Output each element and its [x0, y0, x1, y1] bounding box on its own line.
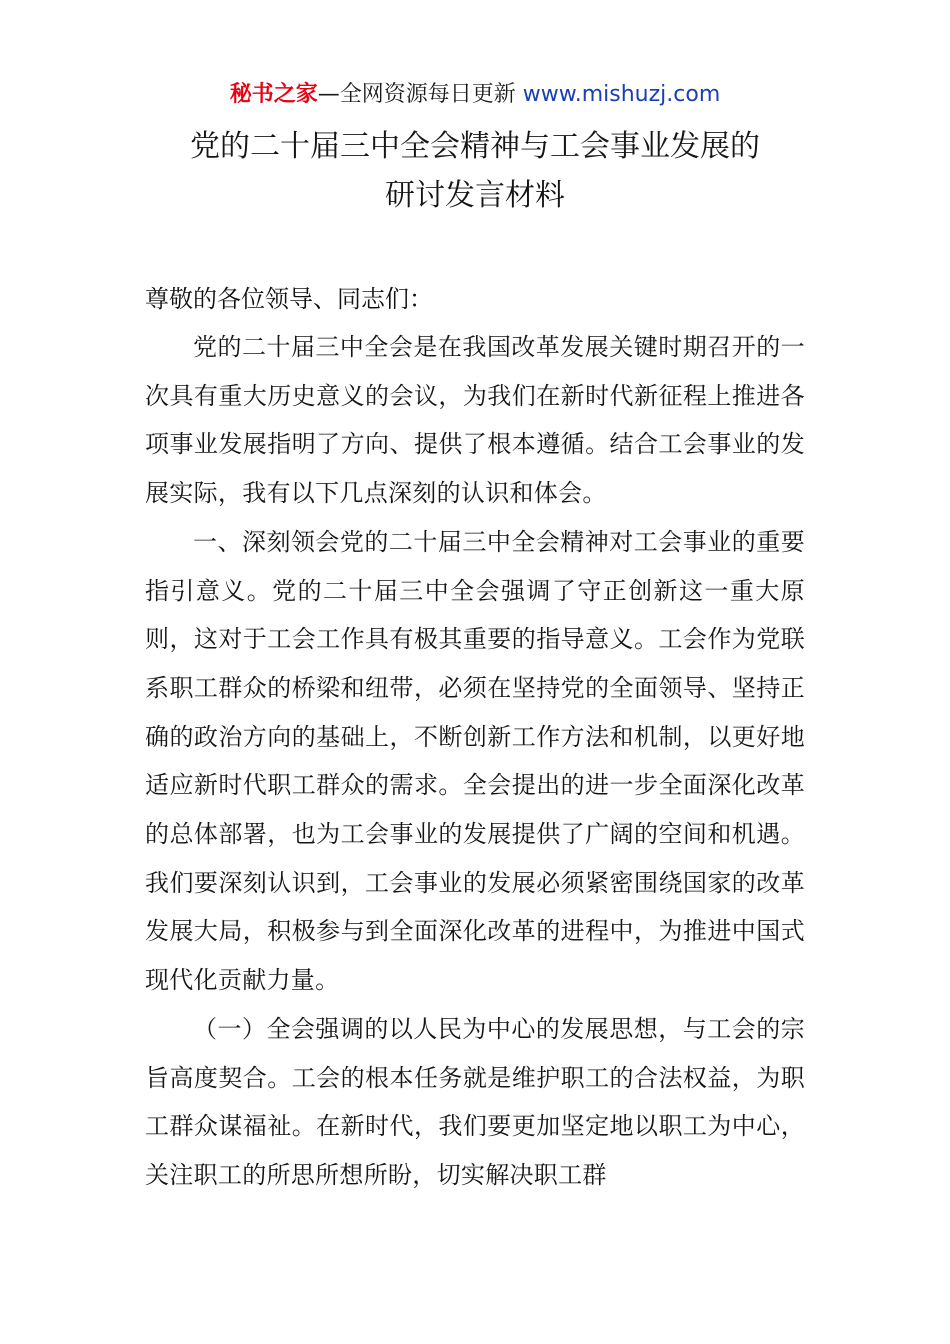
document-body	[145, 323, 805, 1200]
document-title-line-1: 党的二十届三中全会精神与工会事业发展的	[190, 129, 760, 164]
site-url-link[interactable]: www.mishuzj.com	[522, 82, 721, 107]
paragraph-subsection-one: （一）全会强调的以人民为中心的发展思想，与工会的宗旨高度契合。工会的根本任务就是维护职工的合法权益，为职工群众谋福祉。在新时代，我们要更加坚定地以职工为中心，关注职工的所思所想所盼，切实解决职工群	[145, 1014, 805, 1189]
salutation: 尊敬的各位领导、同志们：	[145, 285, 433, 313]
paragraph-section-one: 一、深刻领会党的二十届三中全会精神对工会事业的重要指引意义。党的二十届三中全会强调了守正创新这一重大原则，这对于工会工作具有极其重要的指导意义。工会作为党联系职工群众的桥梁和纽带，必须在坚持党的全面领导、坚持正确的政治方向的基础上，不断创新工作方法和机制，以更好地适应新时代职工群众的需求。全会提出的进一步全面深化改革的总体部署，也为工会事业的发展提供了广阔的空间和机遇。我们要深刻认识到，工会事业的发展必须紧密围绕国家的改革发展大局，积极参与到全面深化改革的进程中，为推进中国式现代化贡献力量。	[145, 527, 805, 995]
brand-name: 秘书之家	[229, 82, 318, 107]
header-tagline: —全网资源每日更新	[317, 82, 523, 107]
paragraph-intro: 党的二十届三中全会是在我国改革发展关键时期召开的一次具有重大历史意义的会议，为我们在新时代新征程上推进各项事业发展指明了方向、提供了根本遵循。结合工会事业的发展实际，我有以下几点深刻的认识和体会。	[145, 333, 805, 508]
document-title-line-2: 研讨发言材料	[385, 178, 565, 213]
site-header	[0, 78, 950, 112]
